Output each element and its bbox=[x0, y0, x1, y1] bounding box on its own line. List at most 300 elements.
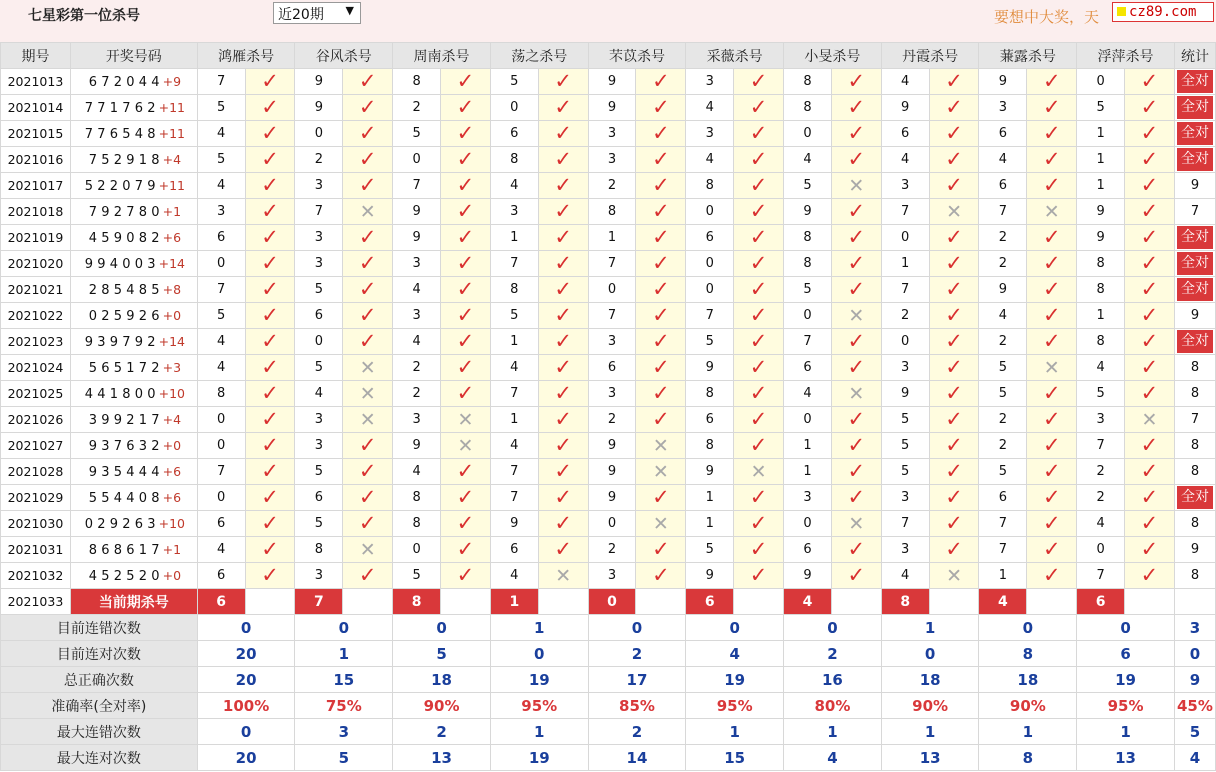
check-mark-icon: ✓ bbox=[358, 485, 377, 509]
check-mark-icon: ✓ bbox=[652, 277, 670, 301]
kill-number-table bbox=[0, 42, 1216, 771]
kill-number-cell: 4 bbox=[197, 173, 245, 199]
check-mark-icon: ✓ bbox=[554, 95, 572, 119]
kill-number-cell: 0 bbox=[197, 485, 245, 511]
kill-number-cell: 4 bbox=[881, 69, 929, 95]
summary-value: 4 bbox=[784, 745, 882, 771]
kill-number-cell: 1 bbox=[1077, 303, 1125, 329]
check-mark-icon: ✓ bbox=[456, 173, 475, 197]
draw-number: 2 bbox=[113, 74, 122, 90]
current-kill-number: 7 bbox=[295, 589, 343, 615]
kill-number-cell: 0 bbox=[393, 147, 441, 173]
kill-number-cell: 3 bbox=[784, 485, 832, 511]
stat-value: 9 bbox=[1190, 178, 1200, 193]
kill-number-cell: 3 bbox=[295, 251, 343, 277]
check-mark-icon: ✓ bbox=[749, 303, 768, 327]
kill-number-cell: 4 bbox=[197, 329, 245, 355]
kill-number-cell: 6 bbox=[197, 511, 245, 537]
summary-value: 1 bbox=[295, 641, 393, 667]
check-mark-icon: ✓ bbox=[749, 69, 768, 93]
draw-number: 2 bbox=[101, 308, 110, 324]
table-row bbox=[1, 225, 1216, 251]
draw-number: 3 bbox=[101, 464, 110, 480]
current-kill-label: 当前期杀号 bbox=[70, 589, 197, 615]
check-mark-icon: ✓ bbox=[847, 277, 866, 301]
period-cell: 2021019 bbox=[1, 225, 71, 251]
kill-number-cell: 9 bbox=[393, 433, 441, 459]
kill-number-cell: 0 bbox=[490, 95, 538, 121]
draw-number: 7 bbox=[122, 334, 131, 350]
result-cell bbox=[929, 433, 979, 459]
summary-row bbox=[1, 667, 1216, 693]
draw-number: 9 bbox=[126, 308, 135, 324]
result-cell bbox=[831, 433, 881, 459]
kill-number-cell: 3 bbox=[295, 433, 343, 459]
check-mark-icon: ✓ bbox=[261, 381, 279, 405]
kill-number-cell: 9 bbox=[588, 69, 636, 95]
result-cell bbox=[734, 199, 784, 225]
check-mark-icon: ✓ bbox=[652, 121, 670, 145]
draw-number: 1 bbox=[109, 386, 119, 402]
draw-number: 6 bbox=[134, 516, 144, 532]
result-cell bbox=[441, 329, 491, 355]
check-mark-icon: ✓ bbox=[358, 147, 377, 171]
draw-extra: +1 bbox=[162, 203, 182, 219]
result-cell bbox=[441, 69, 491, 95]
kill-number-cell: 5 bbox=[295, 459, 343, 485]
result-cell bbox=[831, 95, 881, 121]
draw-number: 5 bbox=[122, 126, 131, 142]
draw-number: 8 bbox=[113, 542, 122, 558]
kill-number-cell: 5 bbox=[979, 459, 1027, 485]
summary-value: 0 bbox=[686, 615, 784, 641]
cross-mark-icon: ✕ bbox=[652, 512, 669, 535]
check-mark-icon: ✓ bbox=[456, 95, 475, 119]
check-mark-icon: ✓ bbox=[749, 433, 768, 457]
result-cell bbox=[441, 355, 491, 381]
kill-number-cell: 6 bbox=[784, 537, 832, 563]
check-mark-icon: ✓ bbox=[945, 537, 963, 561]
kill-number-cell: 5 bbox=[881, 459, 929, 485]
draw-extra: +0 bbox=[162, 437, 182, 453]
draw-number: 0 bbox=[122, 178, 131, 194]
kill-number-cell: 5 bbox=[784, 277, 832, 303]
draw-number: 2 bbox=[122, 516, 131, 532]
period-cell: 2021015 bbox=[1, 121, 71, 147]
result-cell bbox=[538, 225, 588, 251]
period-cell: 2021025 bbox=[1, 381, 71, 407]
check-mark-icon: ✓ bbox=[749, 355, 768, 379]
kill-number-cell: 5 bbox=[197, 147, 245, 173]
summary-row bbox=[1, 719, 1216, 745]
kill-number-cell: 1 bbox=[686, 511, 734, 537]
draw-number: 7 bbox=[122, 100, 131, 116]
current-kill-spacer bbox=[245, 589, 295, 615]
kill-number-cell: 8 bbox=[784, 95, 832, 121]
summary-value: 0 bbox=[979, 615, 1077, 641]
draw-number: 4 bbox=[151, 464, 160, 480]
kill-number-cell: 0 bbox=[784, 303, 832, 329]
current-kill-number: 6 bbox=[1077, 589, 1125, 615]
result-cell bbox=[831, 69, 881, 95]
check-mark-icon: ✓ bbox=[1042, 251, 1061, 275]
kill-number-cell: 9 bbox=[1077, 199, 1125, 225]
result-cell bbox=[636, 251, 686, 277]
result-cell bbox=[1125, 121, 1175, 147]
kill-number-cell: 3 bbox=[295, 173, 343, 199]
result-cell bbox=[343, 277, 393, 303]
kill-number-cell: 5 bbox=[881, 433, 929, 459]
kill-number-cell: 2 bbox=[295, 147, 343, 173]
kill-number-cell: 6 bbox=[588, 355, 636, 381]
stat-value: 8 bbox=[1190, 360, 1200, 375]
summary-value: 0 bbox=[1174, 641, 1215, 667]
stat-cell bbox=[1174, 563, 1215, 589]
cross-mark-icon: ✕ bbox=[555, 564, 572, 587]
stat-cell bbox=[1174, 459, 1215, 485]
period-cell: 2021024 bbox=[1, 355, 71, 381]
result-cell bbox=[831, 355, 881, 381]
draw-number: 7 bbox=[151, 412, 160, 428]
check-mark-icon: ✓ bbox=[1042, 381, 1061, 405]
summary-value: 3 bbox=[295, 719, 393, 745]
result-cell bbox=[734, 537, 784, 563]
cross-mark-icon: ✕ bbox=[848, 382, 865, 405]
check-mark-icon: ✓ bbox=[1042, 95, 1061, 119]
draw-number: 7 bbox=[126, 204, 135, 220]
table-row bbox=[1, 407, 1216, 433]
check-mark-icon: ✓ bbox=[456, 251, 475, 275]
kill-number-cell: 9 bbox=[393, 225, 441, 251]
draw-number: 2 bbox=[109, 178, 119, 194]
stat-cell bbox=[1174, 147, 1215, 173]
stat-value: 全对 bbox=[1177, 226, 1213, 249]
kill-number-cell: 3 bbox=[881, 537, 929, 563]
check-mark-icon: ✓ bbox=[456, 69, 475, 93]
summary-value: 5 bbox=[393, 641, 491, 667]
table-row bbox=[1, 303, 1216, 329]
kill-number-cell: 9 bbox=[784, 563, 832, 589]
draw-number: 3 bbox=[138, 438, 147, 454]
check-mark-icon: ✓ bbox=[847, 485, 866, 509]
result-cell bbox=[245, 251, 295, 277]
result-cell bbox=[538, 433, 588, 459]
result-cell bbox=[831, 485, 881, 511]
result-cell bbox=[441, 485, 491, 511]
check-mark-icon: ✓ bbox=[261, 69, 279, 93]
check-mark-icon: ✓ bbox=[1140, 537, 1159, 561]
table-row bbox=[1, 485, 1216, 511]
result-cell bbox=[1027, 433, 1077, 459]
kill-number-cell: 4 bbox=[490, 563, 538, 589]
result-cell bbox=[1125, 459, 1175, 485]
kill-number-cell: 6 bbox=[490, 537, 538, 563]
result-cell bbox=[1027, 199, 1077, 225]
kill-number-cell: 4 bbox=[490, 173, 538, 199]
stat-cell bbox=[1174, 95, 1215, 121]
kill-number-cell: 9 bbox=[490, 511, 538, 537]
check-mark-icon: ✓ bbox=[261, 511, 279, 535]
summary-value: 13 bbox=[1077, 745, 1175, 771]
table-row bbox=[1, 95, 1216, 121]
summary-value: 17 bbox=[588, 667, 686, 693]
stat-cell bbox=[1174, 329, 1215, 355]
result-cell bbox=[636, 173, 686, 199]
draw-number: 8 bbox=[138, 282, 147, 298]
draw-number: 6 bbox=[126, 542, 135, 558]
result-cell bbox=[343, 69, 393, 95]
check-mark-icon: ✓ bbox=[945, 173, 963, 197]
table-row bbox=[1, 69, 1216, 95]
check-mark-icon: ✓ bbox=[945, 511, 963, 535]
draw-extra: +11 bbox=[158, 125, 186, 141]
check-mark-icon: ✓ bbox=[261, 121, 279, 145]
result-cell bbox=[929, 199, 979, 225]
check-mark-icon: ✓ bbox=[847, 355, 866, 379]
result-cell bbox=[929, 121, 979, 147]
summary-value: 6 bbox=[1077, 641, 1175, 667]
result-cell bbox=[343, 147, 393, 173]
summary-value: 45% bbox=[1174, 693, 1215, 719]
check-mark-icon: ✓ bbox=[1042, 303, 1061, 327]
check-mark-icon: ✓ bbox=[261, 329, 279, 353]
result-cell bbox=[538, 277, 588, 303]
cross-mark-icon: ✕ bbox=[359, 382, 376, 405]
draw-extra: +10 bbox=[158, 385, 186, 401]
result-cell bbox=[929, 173, 979, 199]
draw-number: 8 bbox=[88, 542, 97, 558]
table-row bbox=[1, 147, 1216, 173]
kill-number-cell: 0 bbox=[393, 537, 441, 563]
current-period-row bbox=[1, 589, 1216, 615]
draw-extra: +4 bbox=[162, 411, 182, 427]
summary-value: 19 bbox=[1077, 667, 1175, 693]
kill-number-cell: 5 bbox=[979, 355, 1027, 381]
summary-value: 95% bbox=[686, 693, 784, 719]
kill-number-cell: 8 bbox=[1077, 277, 1125, 303]
cross-mark-icon: ✕ bbox=[1141, 408, 1158, 431]
summary-value: 4 bbox=[686, 641, 784, 667]
chevron-down-icon: ▼ bbox=[345, 4, 354, 17]
current-kill-number: 8 bbox=[393, 589, 441, 615]
result-cell bbox=[1027, 173, 1077, 199]
result-cell bbox=[1027, 407, 1077, 433]
check-mark-icon: ✓ bbox=[652, 563, 670, 587]
period-select[interactable] bbox=[273, 2, 361, 24]
check-mark-icon: ✓ bbox=[652, 355, 670, 379]
kill-number-cell: 7 bbox=[197, 459, 245, 485]
kill-number-cell: 9 bbox=[295, 95, 343, 121]
header-numbers: 开奖号码 bbox=[70, 43, 197, 69]
table-row bbox=[1, 381, 1216, 407]
stat-cell bbox=[1174, 225, 1215, 251]
draw-numbers-cell bbox=[70, 277, 197, 303]
result-cell bbox=[441, 433, 491, 459]
stat-cell bbox=[1174, 69, 1215, 95]
draw-numbers-cell bbox=[70, 407, 197, 433]
check-mark-icon: ✓ bbox=[1140, 251, 1159, 275]
kill-number-cell: 7 bbox=[881, 277, 929, 303]
draw-numbers-cell bbox=[70, 511, 197, 537]
summary-value: 80% bbox=[784, 693, 882, 719]
summary-value: 100% bbox=[197, 693, 295, 719]
draw-number: 5 bbox=[101, 230, 110, 246]
kill-number-cell: 7 bbox=[979, 537, 1027, 563]
table-row bbox=[1, 563, 1216, 589]
kill-number-cell: 6 bbox=[686, 225, 734, 251]
kill-number-cell: 4 bbox=[881, 147, 929, 173]
kill-number-cell: 8 bbox=[197, 381, 245, 407]
check-mark-icon: ✓ bbox=[1140, 563, 1159, 587]
draw-number: 3 bbox=[147, 516, 156, 532]
draw-number: 4 bbox=[126, 464, 135, 480]
check-mark-icon: ✓ bbox=[456, 147, 475, 171]
kill-number-cell: 3 bbox=[393, 303, 441, 329]
kill-number-cell: 5 bbox=[197, 303, 245, 329]
result-cell bbox=[343, 381, 393, 407]
kill-number-cell: 1 bbox=[588, 225, 636, 251]
summary-value: 1 bbox=[784, 719, 882, 745]
draw-numbers-cell bbox=[70, 69, 197, 95]
result-cell bbox=[831, 329, 881, 355]
cross-mark-icon: ✕ bbox=[1043, 200, 1060, 223]
check-mark-icon: ✓ bbox=[1140, 381, 1159, 405]
period-cell: 2021026 bbox=[1, 407, 71, 433]
check-mark-icon: ✓ bbox=[847, 433, 866, 457]
stat-value: 8 bbox=[1190, 438, 1200, 453]
result-cell bbox=[636, 485, 686, 511]
check-mark-icon: ✓ bbox=[261, 433, 279, 457]
result-cell bbox=[929, 563, 979, 589]
table-row bbox=[1, 277, 1216, 303]
draw-numbers-cell bbox=[70, 537, 197, 563]
check-mark-icon: ✓ bbox=[945, 225, 963, 249]
summary-value: 9 bbox=[1174, 667, 1215, 693]
draw-number: 9 bbox=[88, 438, 97, 454]
result-cell bbox=[1125, 381, 1175, 407]
check-mark-icon: ✓ bbox=[554, 381, 572, 405]
check-mark-icon: ✓ bbox=[456, 511, 475, 535]
kill-number-cell: 4 bbox=[979, 147, 1027, 173]
stat-value: 全对 bbox=[1177, 96, 1213, 119]
draw-number: 4 bbox=[113, 490, 122, 506]
header-expert: 采薇杀号 bbox=[686, 43, 784, 69]
summary-value: 95% bbox=[490, 693, 588, 719]
kill-number-cell: 2 bbox=[393, 355, 441, 381]
site-logo[interactable] bbox=[1112, 2, 1214, 22]
stat-value: 9 bbox=[1190, 542, 1200, 557]
kill-number-cell: 3 bbox=[588, 121, 636, 147]
draw-extra: +14 bbox=[158, 255, 186, 271]
draw-extra: +4 bbox=[162, 151, 182, 167]
result-cell bbox=[636, 459, 686, 485]
period-cell: 2021030 bbox=[1, 511, 71, 537]
current-kill-spacer bbox=[441, 589, 491, 615]
kill-number-cell: 2 bbox=[1077, 485, 1125, 511]
result-cell bbox=[929, 381, 979, 407]
result-cell bbox=[343, 225, 393, 251]
summary-value: 0 bbox=[197, 719, 295, 745]
kill-number-cell: 4 bbox=[393, 277, 441, 303]
draw-number: 8 bbox=[138, 230, 147, 246]
check-mark-icon: ✓ bbox=[554, 511, 572, 535]
check-mark-icon: ✓ bbox=[749, 147, 768, 171]
result-cell bbox=[831, 459, 881, 485]
check-mark-icon: ✓ bbox=[945, 121, 963, 145]
draw-number: 8 bbox=[151, 490, 160, 506]
kill-number-cell: 4 bbox=[686, 147, 734, 173]
draw-number: 6 bbox=[109, 126, 119, 142]
kill-number-cell: 6 bbox=[686, 407, 734, 433]
result-cell bbox=[1125, 173, 1175, 199]
kill-number-cell: 7 bbox=[295, 199, 343, 225]
cross-mark-icon: ✕ bbox=[652, 434, 669, 457]
result-cell bbox=[734, 173, 784, 199]
current-kill-spacer bbox=[343, 589, 393, 615]
cross-mark-icon: ✕ bbox=[946, 564, 962, 587]
kill-number-cell: 3 bbox=[197, 199, 245, 225]
result-cell bbox=[245, 199, 295, 225]
result-cell bbox=[538, 95, 588, 121]
kill-number-cell: 8 bbox=[1077, 329, 1125, 355]
result-cell bbox=[734, 563, 784, 589]
draw-number: 1 bbox=[138, 412, 147, 428]
draw-extra: +10 bbox=[158, 515, 186, 531]
kill-number-cell: 6 bbox=[197, 225, 245, 251]
draw-number: 9 bbox=[101, 412, 110, 428]
kill-number-cell: 0 bbox=[881, 225, 929, 251]
result-cell bbox=[734, 251, 784, 277]
period-cell: 2021023 bbox=[1, 329, 71, 355]
kill-number-cell: 6 bbox=[295, 485, 343, 511]
summary-value: 1 bbox=[881, 719, 979, 745]
kill-number-cell: 9 bbox=[588, 433, 636, 459]
check-mark-icon: ✓ bbox=[358, 459, 377, 483]
kill-number-cell: 0 bbox=[197, 251, 245, 277]
draw-number: 2 bbox=[147, 334, 156, 350]
kill-number-cell: 7 bbox=[490, 381, 538, 407]
check-mark-icon: ✓ bbox=[358, 277, 377, 301]
check-mark-icon: ✓ bbox=[554, 277, 572, 301]
result-cell bbox=[441, 303, 491, 329]
check-mark-icon: ✓ bbox=[456, 563, 475, 587]
summary-label: 目前连错次数 bbox=[1, 615, 198, 641]
result-cell bbox=[929, 147, 979, 173]
check-mark-icon: ✓ bbox=[945, 485, 963, 509]
stat-cell bbox=[1174, 407, 1215, 433]
result-cell bbox=[636, 147, 686, 173]
result-cell bbox=[929, 459, 979, 485]
draw-number: 3 bbox=[147, 256, 156, 272]
draw-number: 9 bbox=[147, 178, 156, 194]
kill-number-cell: 3 bbox=[881, 355, 929, 381]
draw-numbers-cell bbox=[70, 485, 197, 511]
result-cell bbox=[441, 121, 491, 147]
summary-value: 1 bbox=[1077, 719, 1175, 745]
kill-number-cell: 9 bbox=[979, 277, 1027, 303]
table-header-row bbox=[1, 43, 1216, 69]
check-mark-icon: ✓ bbox=[945, 251, 963, 275]
result-cell bbox=[538, 303, 588, 329]
check-mark-icon: ✓ bbox=[652, 95, 670, 119]
period-cell: 2021031 bbox=[1, 537, 71, 563]
result-cell bbox=[1125, 303, 1175, 329]
check-mark-icon: ✓ bbox=[1140, 355, 1159, 379]
check-mark-icon: ✓ bbox=[1042, 147, 1061, 171]
cross-mark-icon: ✕ bbox=[750, 460, 767, 483]
header-expert: 谷风杀号 bbox=[295, 43, 393, 69]
check-mark-icon: ✓ bbox=[652, 329, 670, 353]
